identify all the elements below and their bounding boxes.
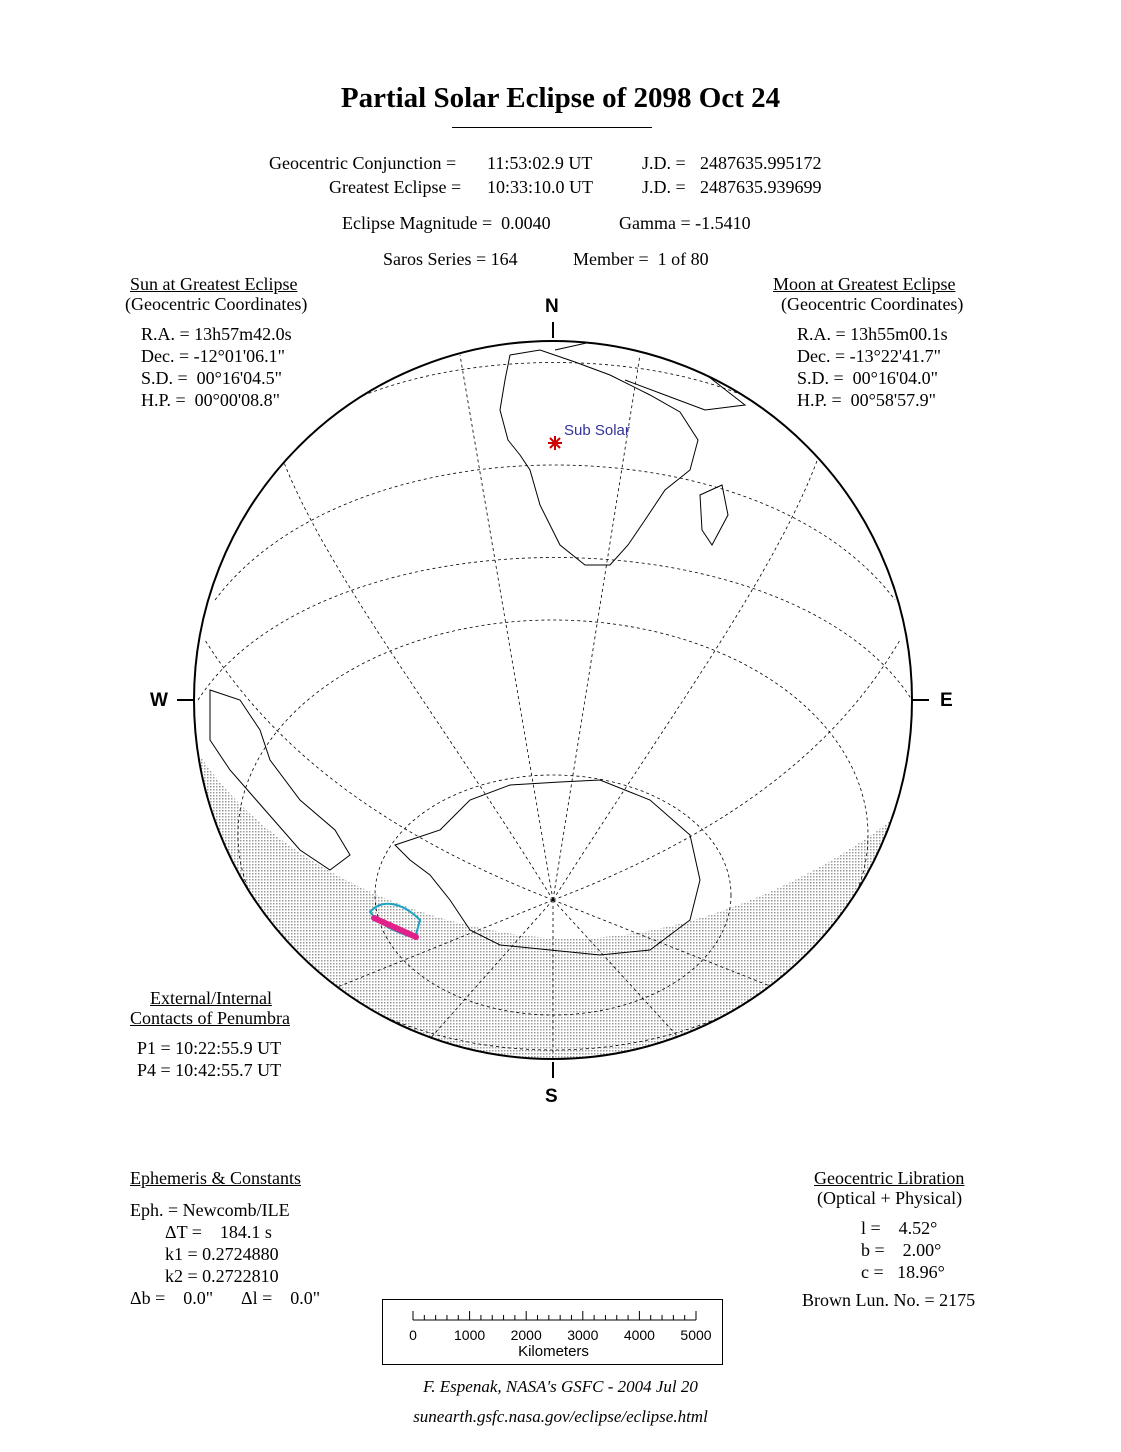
east-label: E [940, 690, 953, 711]
saros-member: Member = 1 of 80 [573, 249, 709, 269]
conjunction-time: 11:53:02.9 UT [487, 153, 593, 173]
night-shading [180, 740, 920, 1070]
scale-tick-label: 4000 [623, 1327, 655, 1343]
eclipse-magnitude: Eclipse Magnitude = 0.0040 [342, 213, 551, 233]
conjunction-jd: 2487635.995172 [700, 153, 822, 173]
sun-sd: S.D. = 00°16'04.5" [141, 368, 282, 388]
libration-subheading: (Optical + Physical) [817, 1188, 963, 1208]
greatest-jd: 2487635.939699 [700, 177, 822, 197]
south-label: S [545, 1086, 558, 1107]
west-label: W [150, 690, 168, 711]
greatest-label: Greatest Eclipse = [329, 177, 462, 197]
moon-ra: R.A. = 13h55m00.1s [797, 324, 948, 344]
saros-series: Saros Series = 164 [383, 249, 518, 269]
credit-url: sunearth.gsfc.nasa.gov/eclipse/eclipse.html [413, 1407, 708, 1426]
scale-tick-label: 1000 [454, 1327, 486, 1343]
conjunction-label: Geocentric Conjunction = [269, 153, 457, 173]
ephemeris-delta-l: Δl = 0.0" [241, 1288, 321, 1308]
sun-hp: H.P. = 00°00'08.8" [141, 390, 280, 410]
subsolar-marker-icon [548, 436, 562, 450]
greatest-jd-label: J.D. = [642, 177, 686, 197]
moon-heading: Moon at Greatest Eclipse [773, 274, 956, 294]
greatest-time: 10:33:10.0 UT [487, 177, 593, 197]
scale-tick-label: 0 [409, 1327, 417, 1343]
scale-unit: Kilometers [518, 1343, 589, 1360]
libration-c: c = 18.96° [861, 1262, 945, 1282]
scale-tick-label: 2000 [510, 1327, 542, 1343]
scale-tick-label: 5000 [680, 1327, 712, 1343]
contacts-heading-1: External/Internal [150, 988, 272, 1008]
ephemeris-eph: Eph. = Newcomb/ILE [130, 1200, 290, 1220]
page-title: Partial Solar Eclipse of 2098 Oct 24 [340, 82, 781, 114]
brown-lunation: Brown Lun. No. = 2175 [802, 1290, 976, 1310]
north-label: N [545, 296, 559, 317]
conjunction-jd-label: J.D. = [642, 153, 686, 173]
gamma: Gamma = -1.5410 [619, 213, 751, 233]
ephemeris-delta-t: ΔT = 184.1 s [165, 1222, 272, 1242]
libration-b: b = 2.00° [861, 1240, 942, 1260]
scale-tick-label: 3000 [567, 1327, 599, 1343]
credit-author: F. Espenak, NASA's GSFC - 2004 Jul 20 [423, 1377, 698, 1396]
ephemeris-delta-b: Δb = 0.0" [130, 1288, 214, 1308]
moon-subheading: (Geocentric Coordinates) [781, 294, 964, 314]
sun-ra: R.A. = 13h57m42.0s [141, 324, 292, 344]
ephemeris-k2: k2 = 0.2722810 [165, 1266, 279, 1286]
sun-subheading: (Geocentric Coordinates) [125, 294, 308, 314]
ephemeris-heading: Ephemeris & Constants [130, 1168, 301, 1188]
scale-bar [382, 1299, 723, 1365]
subsolar-label: Sub Solar [564, 422, 630, 439]
moon-sd: S.D. = 00°16'04.0" [797, 368, 938, 388]
contact-p1: P1 = 10:22:55.9 UT [137, 1038, 282, 1058]
libration-l: l = 4.52° [861, 1218, 938, 1238]
moon-hp: H.P. = 00°58'57.9" [797, 390, 936, 410]
contacts-heading-2: Contacts of Penumbra [130, 1008, 290, 1028]
ephemeris-k1: k1 = 0.2724880 [165, 1244, 279, 1264]
moon-dec: Dec. = -13°22'41.7" [797, 346, 941, 366]
sun-heading: Sun at Greatest Eclipse [130, 274, 298, 294]
sun-dec: Dec. = -12°01'06.1" [141, 346, 285, 366]
contact-p4: P4 = 10:42:55.7 UT [137, 1060, 282, 1080]
libration-heading: Geocentric Libration [814, 1168, 965, 1188]
